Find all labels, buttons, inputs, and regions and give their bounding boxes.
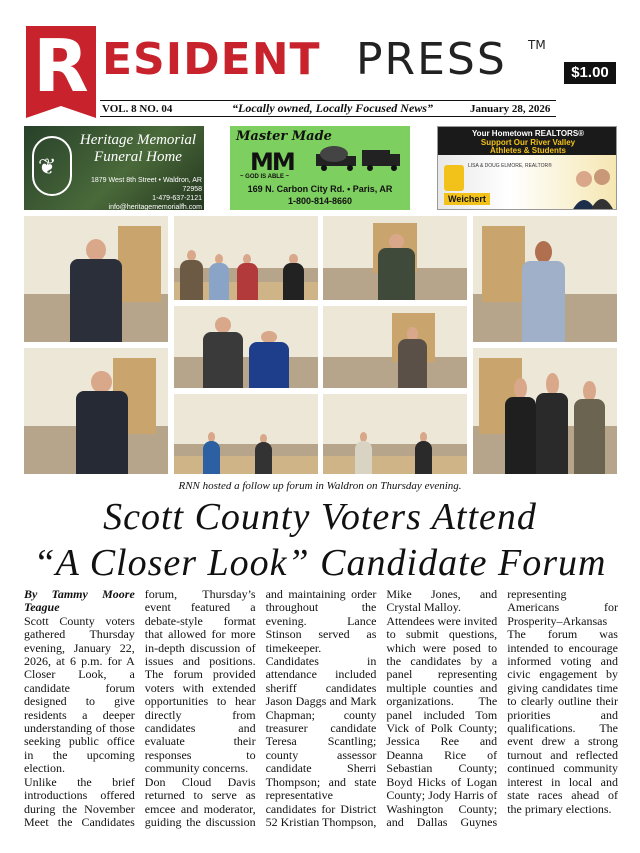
forum-photo xyxy=(174,216,318,300)
ad-heritage-address: 1879 West 8th Street • Waldron, AR 72958 xyxy=(90,177,202,193)
ad-realtors-line3: Athletes & Students xyxy=(489,146,566,155)
trademark-mark: TM xyxy=(528,38,546,52)
headline-line1: Scott County Voters Attend xyxy=(103,496,537,538)
paper-motto: “Locally owned, Locally Focused News” xyxy=(232,101,433,115)
ad-realtors-agents: LISA & DOUG ELMORE, REALTOR® xyxy=(468,163,552,169)
phone-icon xyxy=(444,165,464,191)
article-paragraph: Don Cloud Davis returned to serve as emcee and moderator, guiding the discussion and maintaining order throughout the evening. Lance Stinson served as timekeeper. xyxy=(144,587,377,829)
ad-master-made-logo: MM xyxy=(250,148,294,176)
photo-caption: RNN hosted a follow up forum in Waldron on Thursday evening. xyxy=(178,480,462,492)
issue-date: January 28, 2026 xyxy=(470,103,551,115)
forum-photo xyxy=(473,348,617,474)
ad-heritage-memorial[interactable] xyxy=(24,126,204,210)
ad-realtors[interactable] xyxy=(437,126,617,210)
article-paragraph: Scott County voters gathered Thursday evening, January 22, 2026, at 6 p.m. for A Closer Look, a candidate forum designed to give residents a deeper understanding of those seeking public office in the upcoming election. xyxy=(24,613,135,776)
masthead-rule-bottom xyxy=(100,116,556,117)
forum-photo xyxy=(473,216,617,342)
ad-heritage-info xyxy=(78,176,202,210)
forum-photo xyxy=(323,216,467,300)
forum-photo xyxy=(174,394,318,474)
volume-number: VOL. 8 NO. 04 xyxy=(102,103,173,115)
concrete-truck-icon xyxy=(314,144,402,172)
ad-master-made[interactable] xyxy=(230,126,410,210)
forum-photo xyxy=(24,348,168,474)
forum-photo xyxy=(323,306,467,388)
ad-realtors-line2: Support Our River Valley xyxy=(480,138,576,147)
ad-heritage-email: info@heritagememorialfh.com xyxy=(108,204,202,210)
ad-master-made-address: 169 N. Carbon City Rd. • Paris, AR xyxy=(247,184,393,194)
ad-master-made-phone: 1-800-814-8660 xyxy=(287,196,353,206)
article-paragraph: Unlike the brief introductions offered during the November Meet the Candidates forum, Thursday’s event featured a debate-style format that allowed for more in-depth discussion of issues and positions. The forum provided voters with extended opportunities to hear directly from candidates and evaluate their responses to community concerns. xyxy=(24,587,256,829)
ad-realtors-line1: Your Hometown REALTORS® xyxy=(471,129,585,138)
article-paragraph: The forum was intended to encourage informed voting and civic engagement by giving candidates time to clearly outline their priorities and qualifications. The event drew a strong turnout and reflected continued community interest in local and state races ahead of the primary elections. xyxy=(507,627,618,816)
dove-icon: ❦ xyxy=(38,154,57,179)
headline-line2: “A Closer Look” Candidate Forum xyxy=(33,542,607,584)
forum-photo xyxy=(174,306,318,388)
article-paragraph: Attendees were invited to submit questions, which were posed to the candidates by a panel representing multiple counties and organizations. The panel included Tom Vick of Polk County; Jessica Ree and Deanna Rice of Sebastian County; Boyd Hicks of Logan County; Jody Harris of Washington County; and Dallas Guynes representing Americans for Prosperity–Arkansas xyxy=(386,587,618,829)
article-byline: By Tammy Moore Teague xyxy=(24,587,135,615)
forum-photo xyxy=(24,216,168,342)
logo-press-text: PRESS xyxy=(356,34,507,85)
ad-heritage-name-line1: Heritage Memorial xyxy=(79,132,197,148)
forum-photo xyxy=(323,394,467,474)
ad-master-made-brand: Master Made xyxy=(236,129,332,144)
article-body xyxy=(24,588,618,838)
ad-master-made-tagline: ~ GOD IS ABLE ~ xyxy=(240,174,290,180)
price-badge: $1.00 xyxy=(564,62,616,84)
ad-realtors-brokerage: Weichert xyxy=(444,193,490,205)
ad-heritage-name-line2: Funeral Home xyxy=(94,149,182,165)
logo-letter-r: R xyxy=(33,24,89,108)
agents-photo-icon xyxy=(568,163,616,210)
ad-heritage-phone: 1-479-637-2121 xyxy=(152,195,202,202)
article-paragraph: Candidates in attendance included sheriff candidates Jason Daggs and Mark Chapman; county treasurer candidate Teresa Scantling; county assessor candidate Sherri Thompson; and state representative candidates for District 52 Kristian Thompson, Mike Jones, and Crystal Malloy. xyxy=(265,587,498,829)
ad-heritage-name xyxy=(76,132,200,166)
logo-resident-text: ESIDENT xyxy=(102,34,321,85)
